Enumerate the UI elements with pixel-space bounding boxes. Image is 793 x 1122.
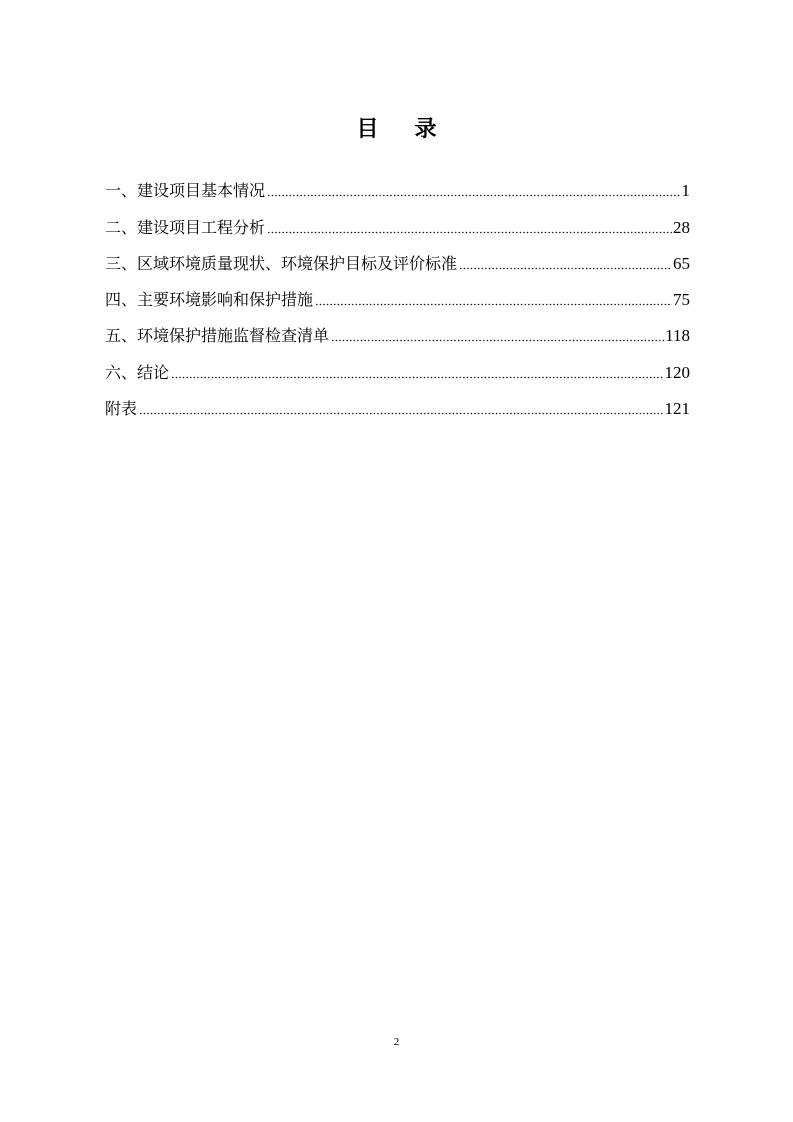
dot-leader [139,412,663,415]
toc-entry-page: 120 [664,362,690,382]
toc-entry-2[interactable] [105,201,690,237]
toc-title-char-2: 录 [414,116,437,142]
toc-entry-1[interactable] [105,165,690,201]
toc-entry-page: 28 [673,217,690,237]
toc-entry-5[interactable] [105,310,690,346]
toc-entry-6[interactable] [105,346,690,382]
toc-entry-page: 65 [673,253,690,273]
toc-entry-page: 118 [665,326,690,346]
toc-entry-page: 121 [664,399,690,419]
dot-leader [331,339,664,342]
dot-leader [267,231,672,234]
toc-list [105,165,690,419]
toc-entry-label: 三、区域环境质量现状、环境保护目标及评价标准 [105,253,458,273]
toc-entry-4[interactable] [105,274,690,310]
dot-leader [171,376,663,379]
toc-entry-label: 五、环境保护措施监督检查清单 [105,326,330,346]
toc-entry-label: 四、主要环境影响和保护措施 [105,290,314,310]
toc-entry-page: 75 [673,290,690,310]
dot-leader [459,267,672,270]
toc-entry-3[interactable] [105,238,690,274]
toc-entry-label: 六、结论 [105,362,170,382]
dot-leader [267,194,680,197]
page-number: 2 [393,1036,400,1048]
toc-entry-label: 二、建设项目工程分析 [105,217,266,237]
toc-entry-label: 一、建设项目基本情况 [105,181,266,201]
toc-entry-label: 附表 [105,399,138,419]
toc-title-char-1: 目 [356,116,379,142]
toc-entry-7[interactable] [105,383,690,419]
toc-title [0,112,793,146]
toc-entry-page: 1 [681,181,690,201]
dot-leader [315,303,672,306]
